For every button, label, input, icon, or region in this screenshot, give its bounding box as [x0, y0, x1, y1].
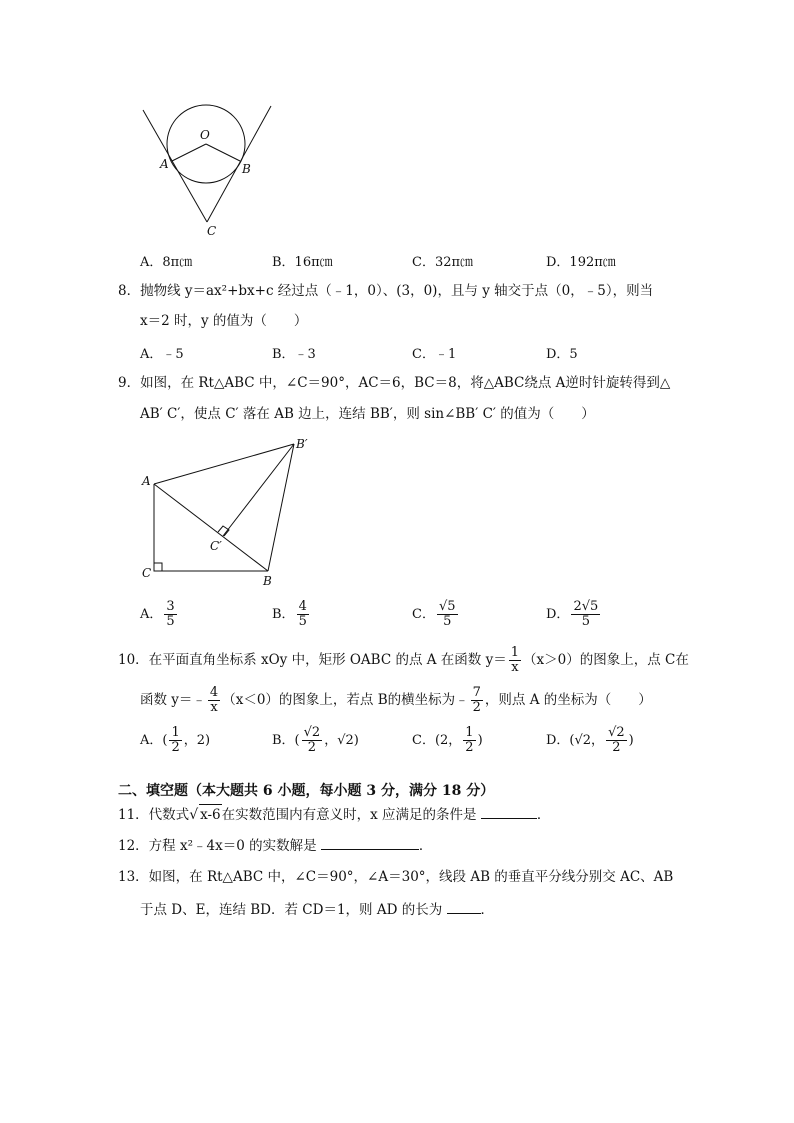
answer-blank[interactable] [447, 899, 481, 914]
segment-ab [154, 484, 268, 571]
radical: x-6 [199, 804, 222, 825]
q10-line2: 函数 y＝﹣ $\frac{4}{x}$ （x＜0）的图象上，若点 B的横坐标为﹣ $\frac{7}{2}$ ，则点 A 的坐标为（ ） [140, 685, 652, 715]
q8-line1: 8．抛物线 y＝ax²+bx+c 经过点（﹣1，0）、(3，0)，且与 y 轴交于点（0，﹣5），则当 [118, 283, 654, 299]
tangent-line-left [143, 110, 207, 222]
fraction: $\frac{7}{2}$ [472, 685, 481, 715]
fraction: $\frac{3}{5}$ [166, 599, 175, 629]
label-o: O [200, 128, 210, 142]
q8-option-d: D．5 [546, 347, 578, 362]
label-b-prime: B′ [296, 437, 308, 451]
option-label: D． [546, 607, 570, 622]
q7-option-c: C．32π㎝ [412, 255, 474, 270]
q9-line1: 9．如图，在 Rt△ABC 中，∠C＝90°，AC＝6，BC＝8，将△ABC绕点 A逆时针旋转得到△ [118, 375, 671, 391]
q9-option-c [412, 600, 460, 629]
q9-figure [138, 432, 328, 592]
q10-option-a: A．( $\frac{1}{2}$ ，2) [140, 725, 211, 755]
radius-ob [206, 144, 240, 161]
label-c: C [207, 224, 217, 238]
fraction: $\frac{1}{2}$ [171, 725, 180, 755]
fraction: $\frac{√2}{2}$ [608, 725, 625, 755]
option-label: B． [272, 607, 295, 622]
q11-line: 11．代数式√ x-6在实数范围内有意义时，x 应满足的条件是 ． [118, 804, 550, 825]
fraction: $\frac{1}{2}$ [465, 725, 474, 755]
segment-bb-prime [268, 444, 294, 571]
q13-line2: 于点 D、E，连结 BD．若 CD＝1，则 AD 的长为 ． [140, 899, 494, 920]
q8-line2: x＝2 时，y 的值为（ ） [140, 313, 308, 329]
q10-option-d: D．(√2， $\frac{√2}{2}$ ) [546, 725, 634, 755]
fraction: $\frac{√2}{2}$ [303, 725, 321, 755]
q10-option-b: B．( $\frac{√2}{2}$ ，√2) [272, 725, 359, 755]
right-angle-mark-c [154, 563, 162, 571]
fraction: $\frac{2√5}{5}$ [573, 599, 599, 629]
q13-line1: 13．如图，在 Rt△ABC 中，∠C＝90°，∠A＝30°，线段 AB 的垂直平分线分别交 AC、AB [118, 869, 674, 885]
q7-option-b: B．16π㎝ [272, 255, 333, 270]
q8-option-b: B．﹣3 [272, 347, 316, 362]
radius-oa [172, 144, 206, 161]
q7-option-a: A．8π㎝ [140, 255, 193, 270]
fraction: $\frac{4}{x}$ [209, 685, 219, 715]
label-b: B [263, 574, 272, 588]
option-label: A． [140, 607, 163, 622]
segment-ab-prime [154, 444, 294, 484]
fraction: $\frac{1}{x}$ [510, 645, 519, 675]
q9-option-d [546, 600, 602, 629]
label-a: A [160, 157, 169, 171]
q10-option-c: C．(2， $\frac{1}{2}$ ) [412, 725, 483, 755]
label-c: C [142, 566, 152, 580]
q7-option-d: D．192π㎝ [546, 255, 616, 270]
q9-option-a [140, 600, 179, 629]
label-a: A [142, 474, 151, 488]
label-b: B [242, 162, 251, 176]
fraction: $\frac{√5}{5}$ [438, 599, 456, 629]
q10-line1: 10．在平面直角坐标系 xOy 中，矩形 OABC 的点 A 在函数 y＝ $\frac{1}{x}$ （x＞0）的图象上，点 C在 [118, 645, 689, 675]
q9-line2: AB′ C′，使点 C′ 落在 AB 边上，连结 BB′，则 sin∠BB′ C′ 的值为（ ） [140, 406, 595, 422]
q8-option-a: A．﹣5 [140, 347, 184, 362]
q8-option-c: C．﹣1 [412, 347, 457, 362]
answer-blank[interactable] [481, 804, 537, 819]
q7-figure [130, 100, 290, 245]
segment-b-prime-c-prime [223, 444, 294, 536]
q9-option-b [272, 600, 311, 629]
label-c-prime: C′ [210, 539, 222, 553]
section-heading: 二、填空题（本大题共 6 小题，每小题 3 分，满分 18 分） [118, 783, 495, 799]
fraction: $\frac{4}{5}$ [298, 599, 307, 629]
option-label: C． [412, 607, 435, 622]
q12-line: 12．方程 x²﹣4x＝0 的实数解是 ． [118, 835, 432, 856]
answer-blank[interactable] [321, 835, 419, 850]
